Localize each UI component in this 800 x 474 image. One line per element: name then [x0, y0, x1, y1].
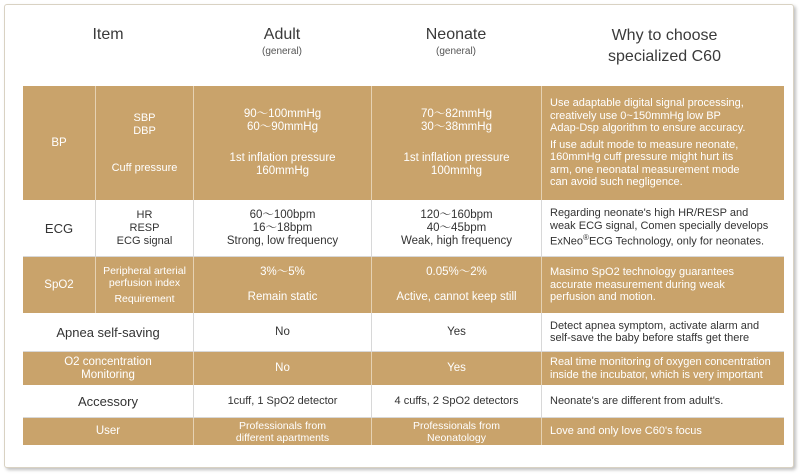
- spo2-why-3: perfusion and motion.: [550, 291, 656, 304]
- header-item-cell: [23, 5, 193, 87]
- spo2-item: SpO2: [44, 278, 74, 291]
- user-neonate-cell: [371, 418, 541, 445]
- ecg-param-cell: [95, 200, 193, 256]
- spo2-param-pi2: perfusion index: [108, 277, 181, 289]
- ecg-why-3-post: ECG Technology, only for neonates.: [588, 236, 765, 249]
- ecg-why-1: Regarding neonate's high HR/RESP and: [550, 207, 749, 220]
- bp-item-cell: [23, 86, 95, 200]
- apnea-adult-cell: [193, 313, 371, 351]
- bp-neo-dbp: 30～38mmHg: [421, 121, 492, 133]
- user-adult-1: Professionals from: [239, 419, 326, 432]
- apnea-adult: No: [275, 325, 290, 338]
- user-neo-1: Professionals from: [413, 419, 500, 432]
- bp-param-dbp: DBP: [133, 124, 156, 137]
- user-neo-2: Neonatology: [427, 431, 486, 444]
- header-neonate-sub: (general): [435, 46, 477, 57]
- user-adult-cell: [193, 418, 371, 445]
- ecg-why-2: weak ECG signal, Comen specially develops: [550, 219, 769, 232]
- ecg-neo-resp: 40～45bpm: [426, 221, 487, 234]
- bp-param-cell: [95, 86, 193, 200]
- user-item: User: [95, 425, 121, 437]
- apnea-why-1: Detect apnea symptom, activate alarm and: [550, 319, 760, 332]
- ecg-param-signal: ECG signal: [116, 234, 173, 247]
- bp-neo-sbp: 70～82mmHg: [421, 108, 492, 120]
- bp-why-b4: can avoid such negligence.: [550, 176, 683, 189]
- table-row-accessory: [23, 385, 784, 417]
- accessory-adult: 1cuff, 1 SpO2 detector: [227, 394, 338, 407]
- table-row-ecg: [23, 200, 784, 256]
- accessory-item: Accessory: [78, 393, 138, 409]
- table-row-spo2: [23, 257, 784, 313]
- accessory-item-cell: [23, 385, 193, 417]
- bp-why-b3: arm, one neonatal measurement mode: [550, 163, 740, 176]
- user-item-cell: [23, 418, 193, 445]
- o2-adult: No: [275, 362, 290, 374]
- user-why-cell: [541, 418, 784, 445]
- o2-why-cell: [541, 352, 784, 385]
- ecg-neonate-cell: [371, 200, 541, 256]
- spo2-adult-cell: [193, 257, 371, 313]
- user-why: Love and only love C60's focus: [550, 425, 702, 438]
- accessory-neonate-cell: [371, 385, 541, 417]
- ecg-neo-hr: 120～160bpm: [420, 208, 493, 221]
- bp-neo-cuff1: 1st inflation pressure: [403, 152, 510, 164]
- table-row-user: [23, 418, 784, 445]
- ecg-adult-resp: 16～18bpm: [252, 221, 313, 234]
- apnea-item: Apnea self-saving: [56, 324, 160, 340]
- apnea-neo: Yes: [447, 325, 466, 338]
- ecg-adult-signal: Strong, low frequency: [226, 234, 339, 247]
- bp-adult-cuff1: 1st inflation pressure: [229, 152, 336, 164]
- ecg-param-resp: RESP: [129, 221, 160, 234]
- o2-neonate-cell: [371, 352, 541, 385]
- bp-neo-cuff2: 100mmhg: [430, 165, 483, 177]
- spo2-why-2: accurate measurement during weak: [550, 278, 725, 291]
- accessory-neo: 4 cuffs, 2 SpO2 detectors: [394, 394, 519, 407]
- spo2-why-cell: [541, 257, 784, 313]
- apnea-why-cell: [541, 313, 784, 351]
- spo2-item-cell: [23, 257, 95, 313]
- ecg-param-hr: HR: [136, 208, 153, 221]
- apnea-item-cell: [23, 313, 193, 351]
- registered-mark: ®: [583, 233, 589, 243]
- bp-why-b2: 160mmHg cuff pressure might hurt its: [550, 151, 734, 164]
- ecg-why-3-pre: ExNeo: [550, 236, 584, 249]
- ecg-adult-cell: [193, 200, 371, 256]
- ecg-item: ECG: [44, 220, 74, 236]
- bp-why-a2: creatively use 0~150mmHg low BP: [550, 109, 721, 122]
- spo2-adult-req: Remain static: [247, 291, 318, 303]
- bp-why-cell: [541, 86, 784, 200]
- table-header: [23, 5, 784, 87]
- accessory-why: Neonate's are different from adult's.: [550, 394, 724, 407]
- accessory-why-cell: [541, 385, 784, 417]
- ecg-why-cell: [541, 200, 784, 256]
- header-adult-cell: [193, 5, 371, 87]
- table-row-o2: [23, 352, 784, 385]
- bp-why-a1: Use adaptable digital signal processing,: [550, 97, 744, 110]
- bp-param-cuff: Cuff pressure: [111, 161, 178, 174]
- table-row-bp: [23, 86, 784, 200]
- header-why-line2: specialized C60: [608, 48, 721, 65]
- o2-neo: Yes: [447, 362, 466, 374]
- o2-item-1: O2 concentration: [64, 355, 152, 368]
- spo2-param-pi1: Peripheral arterial: [103, 265, 186, 277]
- o2-why-2: inside the incubator, which is very important: [550, 368, 763, 381]
- spo2-neonate-cell: [371, 257, 541, 313]
- bp-item: BP: [51, 136, 67, 149]
- spo2-adult-pi: 3%～5%: [260, 266, 305, 278]
- bp-adult-cell: [193, 86, 371, 200]
- header-neonate: Neonate: [425, 26, 487, 43]
- o2-adult-cell: [193, 352, 371, 385]
- table-row-apnea: [23, 313, 784, 351]
- user-adult-2: different apartments: [235, 431, 330, 444]
- spo2-param-cell: [95, 257, 193, 313]
- bp-neonate-cell: [371, 86, 541, 200]
- o2-item-cell: [23, 352, 193, 385]
- ecg-item-cell: [23, 200, 95, 256]
- bp-why-a3: Adap-Dsp algorithm to ensure accuracy.: [550, 122, 746, 135]
- spo2-neo-req: Active, cannot keep still: [396, 291, 517, 303]
- bp-adult-dbp: 60～90mmHg: [247, 121, 318, 133]
- spo2-neo-pi: 0.05%～2%: [426, 266, 487, 278]
- bp-adult-sbp: 90～100mmHg: [243, 108, 322, 120]
- spo2-param-req: Requirement: [114, 293, 175, 305]
- apnea-neonate-cell: [371, 313, 541, 351]
- bp-why-b1: If use adult mode to measure neonate,: [550, 138, 739, 151]
- bp-param-sbp: SBP: [133, 111, 156, 124]
- header-why-line1: Why to choose: [611, 27, 718, 44]
- header-adult-sub: (general): [261, 46, 303, 57]
- ecg-adult-hr: 60～100bpm: [249, 208, 316, 221]
- header-item: Item: [92, 26, 124, 43]
- header-neonate-cell: [371, 5, 541, 87]
- comparison-table-frame: [4, 4, 794, 468]
- ecg-why-3: [550, 232, 764, 248]
- header-why-cell: [541, 5, 784, 87]
- o2-item-2: Monitoring: [81, 368, 135, 381]
- accessory-adult-cell: [193, 385, 371, 417]
- header-adult: Adult: [263, 26, 301, 43]
- o2-why-1: Real time monitoring of oxygen concentration: [550, 356, 771, 368]
- apnea-why-2: self-save the baby before staffs get there: [550, 332, 750, 344]
- ecg-neo-signal: Weak, high frequency: [400, 234, 513, 247]
- bp-adult-cuff2: 160mmHg: [255, 165, 310, 177]
- spo2-why-1: Masimo SpO2 technology guarantees: [550, 266, 735, 279]
